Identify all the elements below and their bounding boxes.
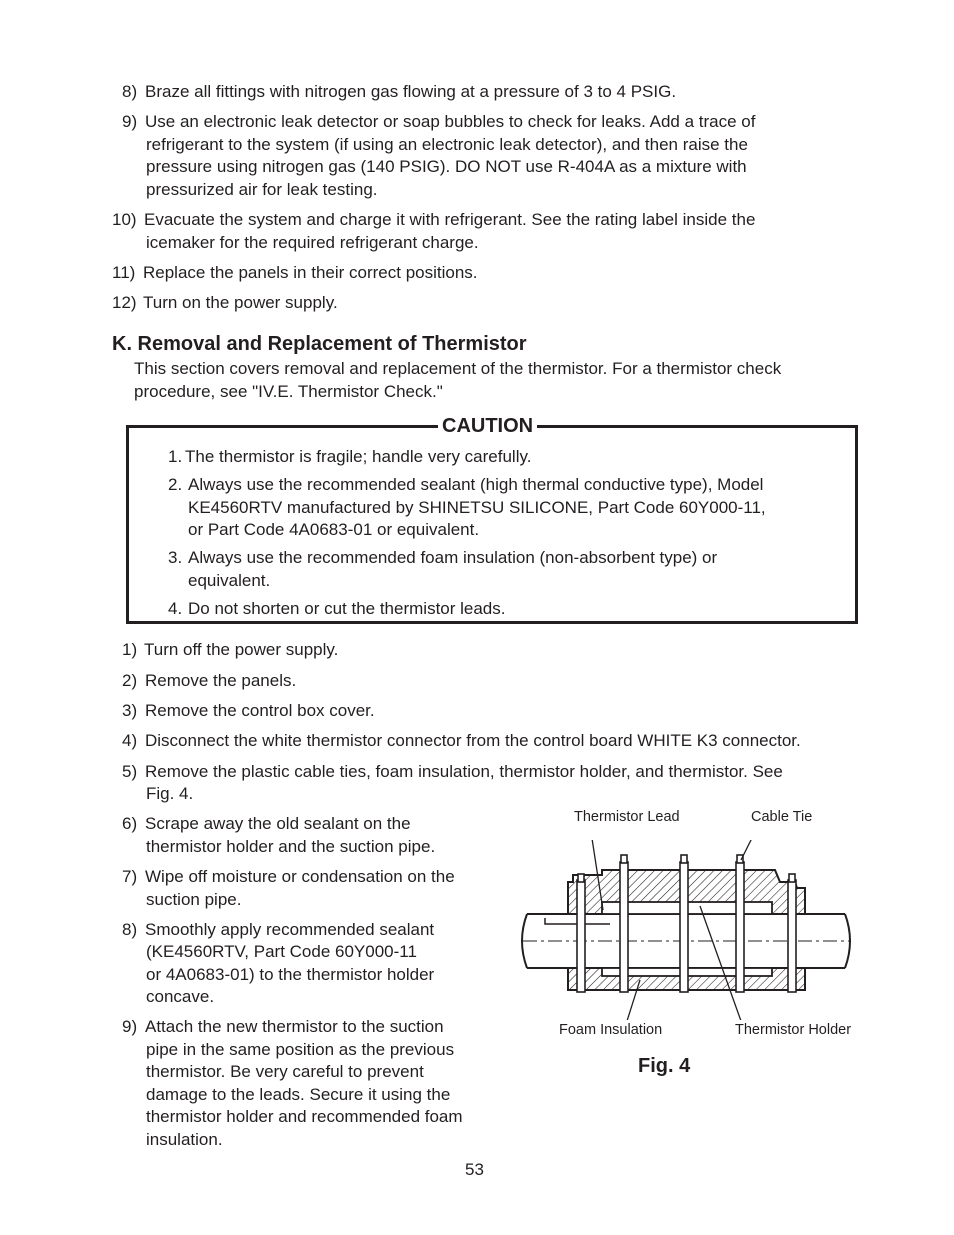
caution-text: or Part Code 4A0683-01 or equivalent. [188, 520, 480, 539]
step-number: 4) [122, 731, 138, 750]
caution-number: 2. [168, 475, 183, 494]
step-number: 8) [122, 82, 138, 101]
step-number: 9) [122, 112, 138, 131]
step-number: 5) [122, 762, 138, 781]
section-heading: K. Removal and Replacement of Thermistor [112, 333, 527, 355]
step-text: damage to the leads. Secure it using the [146, 1085, 451, 1104]
step-number: 10) [112, 210, 137, 229]
step-number: 12) [112, 293, 137, 312]
section-intro: This section covers removal and replacement of the thermistor. For a thermistor check [134, 359, 782, 378]
step-text: Remove the panels. [145, 671, 297, 690]
step-text: Replace the panels in their correct positions. [143, 263, 478, 282]
step-text: Turn off the power supply. [144, 640, 339, 659]
step-text: pressure using nitrogen gas (140 PSIG). DO NOT use R-404A as a mixture with [146, 157, 747, 176]
step-text: Disconnect the white thermistor connector from the control board WHITE K3 connector. [145, 731, 801, 750]
step-text: thermistor holder and the suction pipe. [146, 837, 436, 856]
step-text: pipe in the same position as the previous [146, 1040, 455, 1059]
step-text: Turn on the power supply. [143, 293, 338, 312]
step-text: icemaker for the required refrigerant charge. [146, 233, 479, 252]
label-foam-insulation: Foam Insulation [559, 1022, 663, 1038]
step-text: (KE4560RTV, Part Code 60Y000-11 [146, 942, 417, 961]
step-text: thermistor holder and recommended foam [146, 1107, 463, 1126]
caution-text: Always use the recommended sealant (high thermal conductive type), Model [188, 475, 764, 494]
step-number: 7) [122, 867, 138, 886]
step-number: 2) [122, 671, 138, 690]
label-cable-tie: Cable Tie [751, 809, 813, 825]
thermistor-assembly-diagram [515, 840, 855, 1020]
step-text: Scrape away the old sealant on the [145, 814, 411, 833]
step-text: insulation. [146, 1130, 223, 1149]
step-text: Attach the new thermistor to the suction [145, 1017, 444, 1036]
caution-number: 1. [168, 447, 183, 466]
step-number: 8) [122, 920, 138, 939]
step-text: Remove the plastic cable ties, foam insulation, thermistor holder, and thermistor. See [145, 762, 783, 781]
step-text: Wipe off moisture or condensation on the [145, 867, 455, 886]
step-number: 6) [122, 814, 138, 833]
step-text: Remove the control box cover. [145, 701, 375, 720]
step-text: Fig. 4. [146, 784, 194, 803]
step-text: thermistor. Be very careful to prevent [146, 1062, 424, 1081]
figure-title: Fig. 4 [638, 1055, 691, 1077]
step-text: pressurized air for leak testing. [146, 180, 378, 199]
step-number: 9) [122, 1017, 138, 1036]
step-text: Braze all fittings with nitrogen gas flowing at a pressure of 3 to 4 PSIG. [145, 82, 677, 101]
label-thermistor-lead: Thermistor Lead [574, 809, 680, 825]
caution-number: 4. [168, 599, 183, 618]
step-text: concave. [146, 987, 215, 1006]
label-thermistor-holder: Thermistor Holder [735, 1022, 852, 1038]
step-text: refrigerant to the system (if using an electronic leak detector), and then raise the [146, 135, 748, 154]
step-text: Evacuate the system and charge it with refrigerant. See the rating label inside the [144, 210, 756, 229]
step-text: suction pipe. [146, 890, 242, 909]
caution-text: KE4560RTV manufactured by SHINETSU SILICONE, Part Code 60Y000-11, [188, 498, 766, 517]
section-intro: procedure, see "IV.E. Thermistor Check." [134, 382, 443, 401]
step-number: 1) [122, 640, 138, 659]
caution-text: The thermistor is fragile; handle very carefully. [185, 447, 532, 466]
step-text: or 4A0683-01) to the thermistor holder [146, 965, 435, 984]
caution-number: 3. [168, 548, 183, 567]
step-number: 3) [122, 701, 138, 720]
caution-title: CAUTION [438, 413, 537, 439]
caution-text: Always use the recommended foam insulation (non-absorbent type) or [188, 548, 718, 567]
caution-text: Do not shorten or cut the thermistor leads. [188, 599, 506, 618]
step-number: 11) [112, 263, 136, 282]
step-text: Smoothly apply recommended sealant [145, 920, 435, 939]
caution-text: equivalent. [188, 571, 271, 590]
page-number: 53 [465, 1160, 484, 1179]
step-text: Use an electronic leak detector or soap bubbles to check for leaks. Add a trace of [145, 112, 756, 131]
